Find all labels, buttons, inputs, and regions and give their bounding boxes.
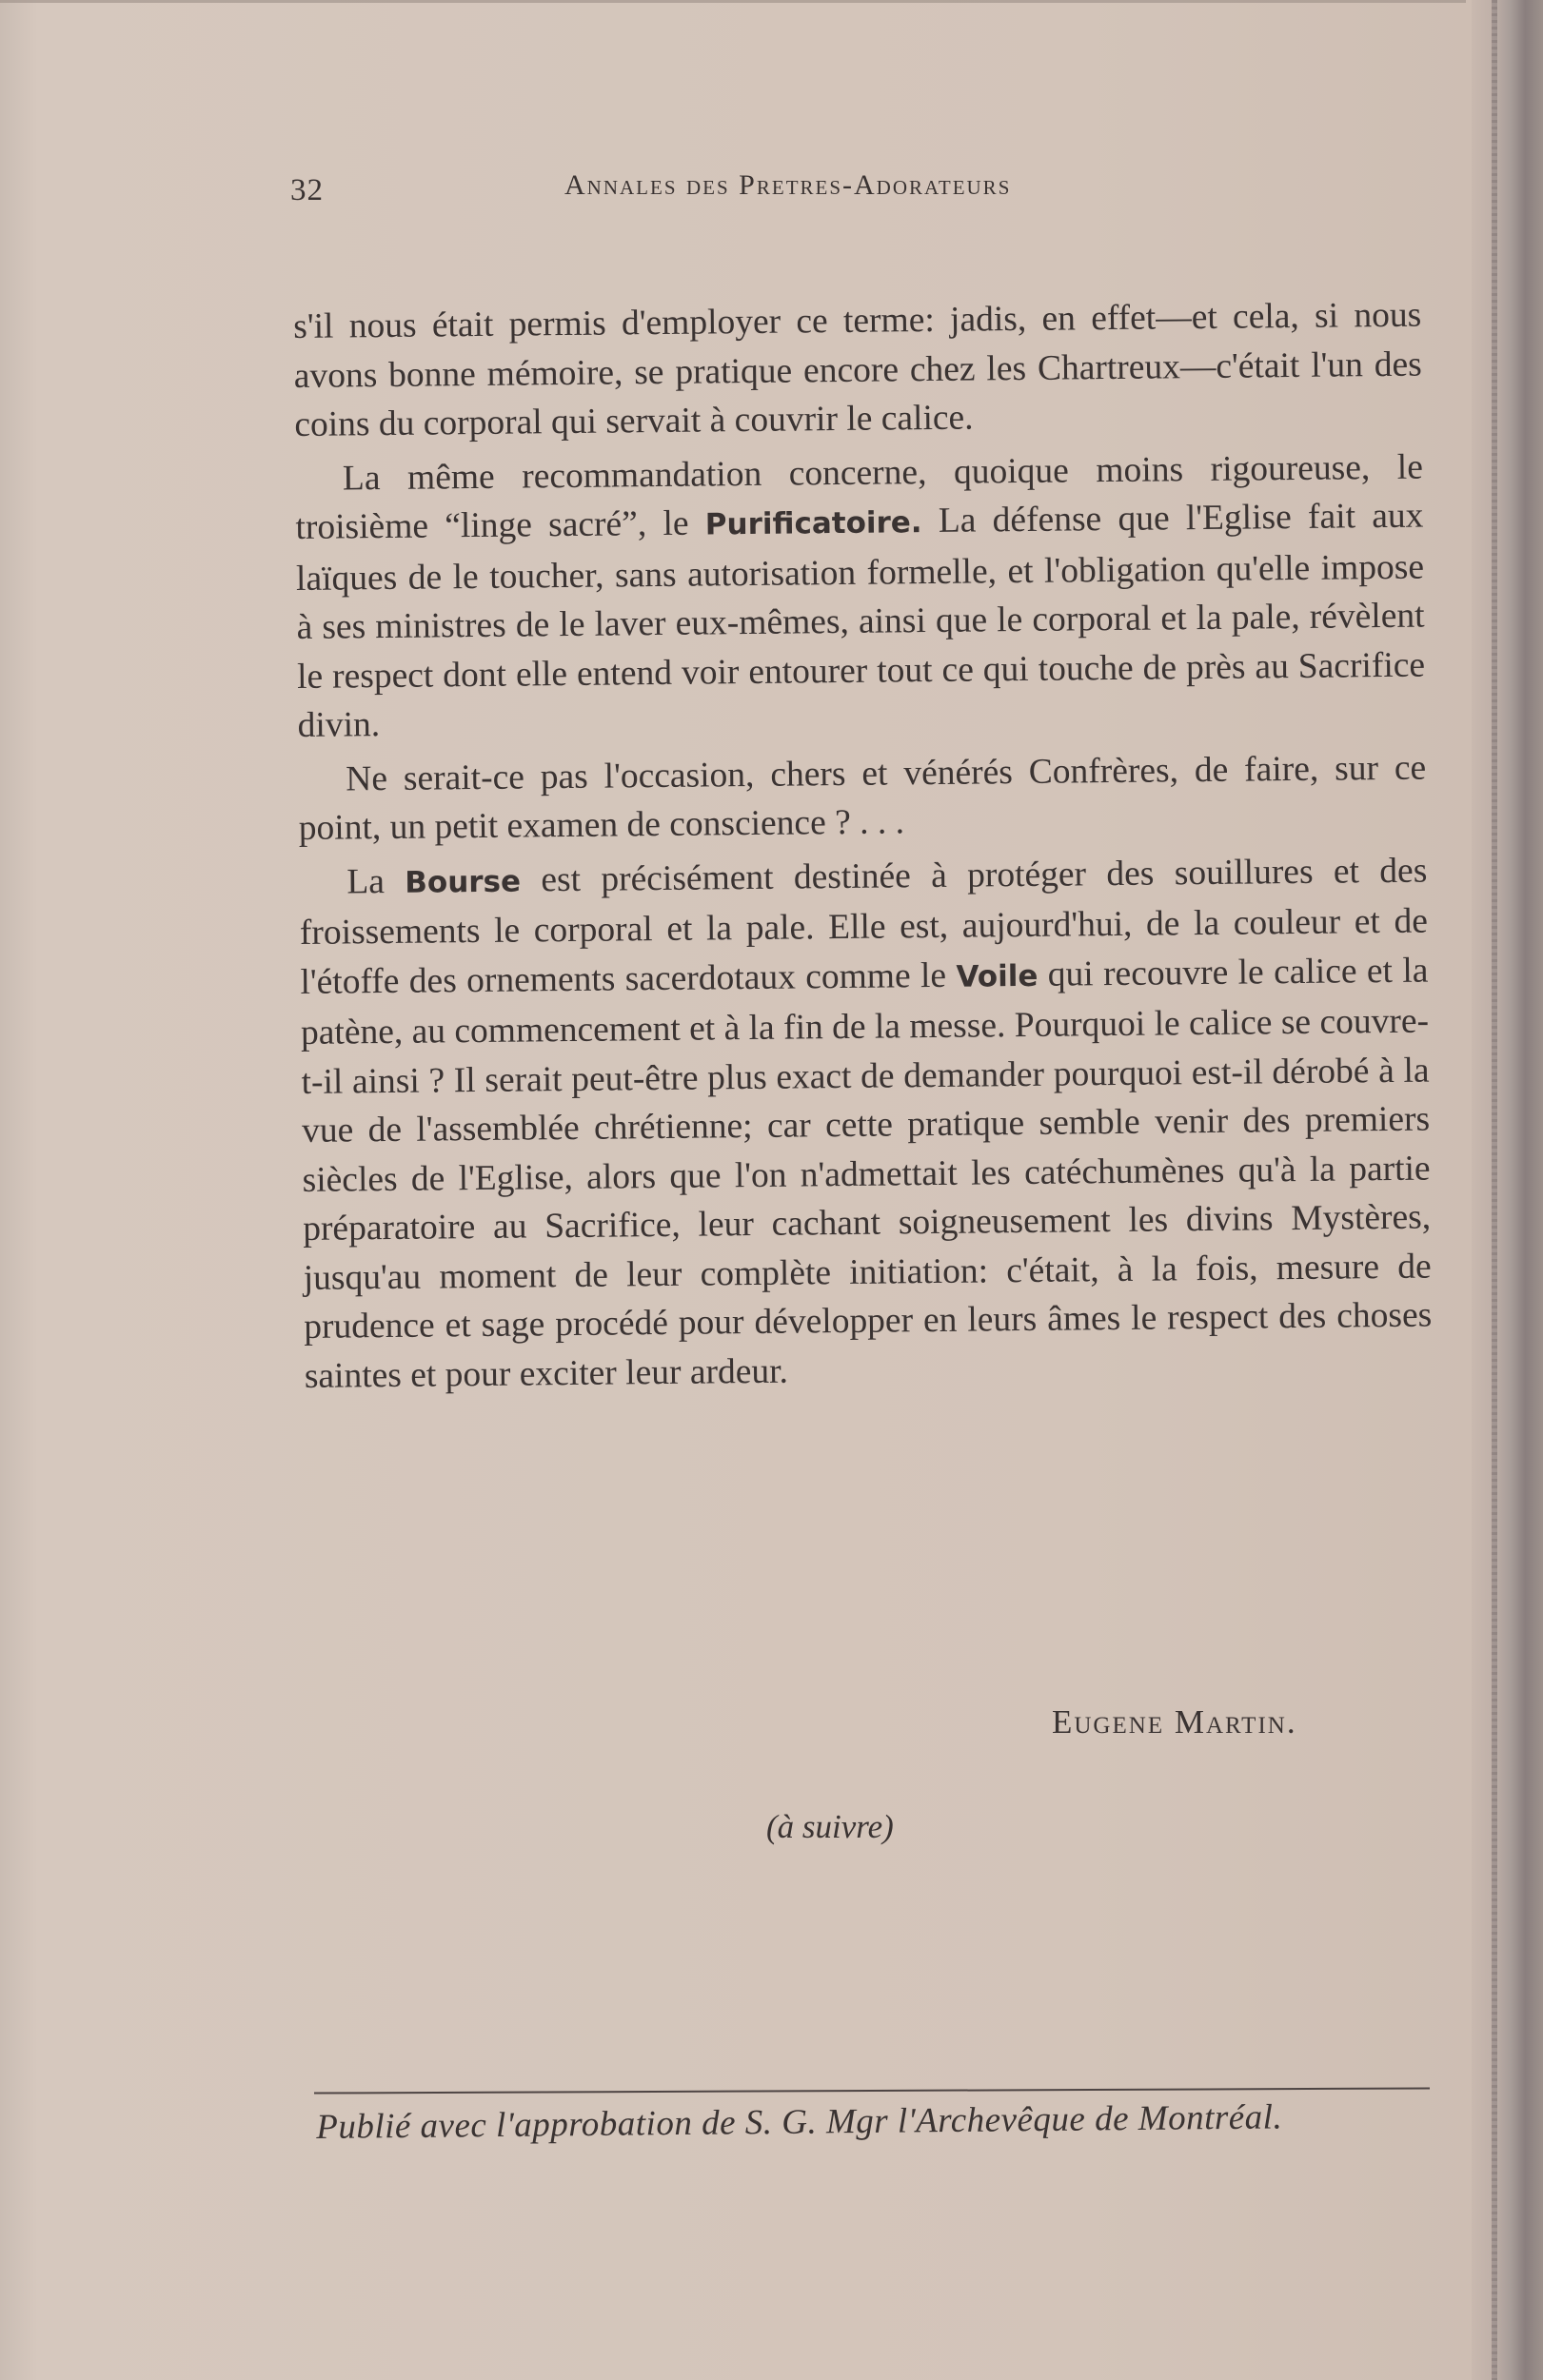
author-signature: Eugene Martin.: [1052, 1703, 1297, 1741]
paragraph-1-text: s'il nous était permis d'employer ce terme: jadis, en effet—et cela, si nous avons bonne mémoire, se pratique encore chez les Chartreux—c'était l'un des coins du corporal qui servait à couvrir le calice.: [293, 295, 1422, 444]
paragraph-2-before: La même recommandation concerne, quoique moins rigoureuse, le troisième “linge sacré”, le: [295, 447, 1424, 547]
paragraph-4-middle: est précisément destinée à protéger des souillures et des froissements le corporal et la pale. Elle est, aujourd'hui, de la couleur et de l'étoffe des ornements sacerdotaux comme le: [299, 851, 1429, 1002]
paragraph-2-after: La défense que l'Eglise fait aux laïques de le toucher, sans autorisation formelle, et l'obligation qu'elle impose à ses ministres de le laver eux-mêmes, ainsi que le corporal et la pale, révèlent le respect dont elle entend voir entourer tout ce qui touche de près au Sacrifice divin.: [295, 496, 1426, 745]
continuation-note: (à suivre): [766, 1808, 894, 1845]
top-edge-line: [0, 0, 1466, 3]
footer-rule: [314, 2087, 1430, 2094]
paragraph-3: [298, 743, 1427, 853]
paragraph-4: [299, 846, 1433, 1401]
paragraph-4-after: qui recouvre le calice et la patène, au commencement et à la fin de la messe. Pourquoi le calice se couvre-t-il ainsi ? Il serait peut-être plus exact de demander pourquoi est-il dérobé à la vue de l'assemblée chrétienne; car cette pratique semble venir des premiers siècles de l'Eglise, alors que l'on n'admettait les catéchumènes qu'à la partie préparatoire au Sacrifice, leur cachant soigneusement les divins Mystères, jusqu'au moment de leur complète initiation: c'était, à la fois, mesure de prudence et sage procédé pour développer en leurs âmes le respect des choses saintes et pour exciter leur ardeur.: [300, 951, 1433, 1396]
paragraph-2: [295, 443, 1426, 750]
paragraph-3-text: Ne serait-ce pas l'occasion, chers et vénérés Confrères, de faire, sur ce point, un petit examen de conscience ? . . .: [298, 748, 1427, 848]
body-text: [293, 291, 1433, 1406]
book-gutter: [1472, 0, 1543, 2380]
book-gutter-edge: [1492, 0, 1497, 2380]
term-bourse: Bourse: [405, 864, 522, 900]
imprimatur-note: Publié avec l'approbation de S. G. Mgr l'Archevêque de Montréal.: [316, 2097, 1283, 2147]
term-voile: Voile: [956, 958, 1039, 994]
paragraph-4-before: La: [346, 861, 406, 901]
paragraph-1: [293, 291, 1423, 450]
running-head: [290, 169, 1433, 217]
page-number: 32: [290, 173, 324, 207]
term-purificatoire: Purificatoire.: [704, 505, 922, 542]
running-title: Annales des Pretres-Adorateurs: [564, 169, 1012, 201]
